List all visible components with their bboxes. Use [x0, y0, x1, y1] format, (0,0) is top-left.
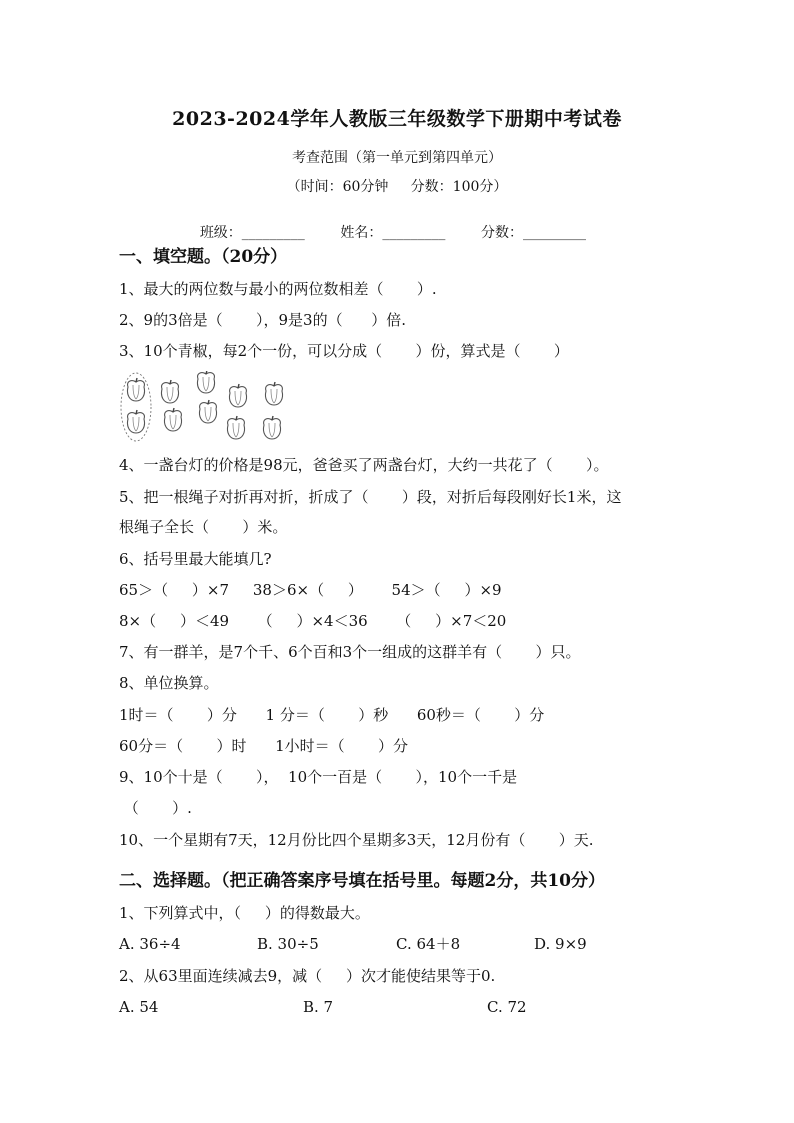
- question-line: 2、从63里面连续减去9，减（ ）次才能使结果等于0.: [119, 967, 496, 985]
- question-line: 2、9的3倍是（ ），9是3的（ ）倍.: [119, 311, 406, 329]
- question-line: 4、一盏台灯的价格是98元，爸爸买了两盏台灯，大约一共花了（ ）。: [119, 456, 609, 474]
- class-field[interactable]: 班级：_________: [199, 225, 305, 241]
- exam-title: 2023-2024学年人教版三年级数学下册期中考试卷: [172, 108, 622, 130]
- green-pepper-icon: [265, 382, 282, 405]
- green-pepper-icon: [161, 380, 178, 403]
- pepper-figure: [118, 371, 293, 443]
- green-pepper-icon: [229, 384, 246, 407]
- green-pepper-icon: [127, 378, 144, 401]
- green-pepper-icon: [263, 416, 280, 439]
- exam-scope: 考查范围（第一单元到第四单元）: [292, 150, 502, 166]
- question-line: 9、10个十是（ ）， 10个一百是（ ），10个一千是: [119, 768, 518, 786]
- question-line: 6、括号里最大能填几?: [119, 550, 272, 568]
- question-line: 1时＝（ ）分 1 分＝（ ）秒 60秒＝（ ）分: [119, 706, 545, 724]
- question-line: 8、单位换算。: [119, 674, 219, 692]
- question-line: （ ）.: [119, 799, 192, 817]
- question-line: 3、10个青椒，每2个一份，可以分成（ ）份，算式是（ ）: [119, 342, 569, 360]
- option-a[interactable]: A. 54: [119, 998, 159, 1016]
- option-b[interactable]: B. 7: [303, 998, 334, 1016]
- green-pepper-icon: [164, 408, 181, 431]
- name-field[interactable]: 姓名：_________: [340, 225, 446, 241]
- question-line: 根绳子全长（ ）米。: [119, 518, 288, 536]
- option-b[interactable]: B. 30÷5: [257, 935, 319, 953]
- option-d[interactable]: D. 9×9: [534, 935, 587, 953]
- green-pepper-icon: [199, 400, 216, 423]
- score-field[interactable]: 分数：_________: [481, 225, 587, 241]
- green-pepper-icon: [227, 416, 244, 439]
- question-line: 1、最大的两位数与最小的两位数相差（ ）.: [119, 280, 437, 298]
- option-c[interactable]: C. 64＋8: [396, 935, 461, 953]
- question-line: 1、下列算式中，（ ）的得数最大。: [119, 904, 370, 922]
- section-1-title: 一、填空题。（20分）: [119, 247, 288, 267]
- question-line: 60分＝（ ）时 1小时＝（ ）分: [119, 737, 408, 755]
- green-pepper-icon: [127, 410, 144, 433]
- option-a[interactable]: A. 36÷4: [119, 935, 181, 953]
- question-line: 5、把一根绳子对折再对折，折成了（ ）段，对折后每段刚好长1米，这: [119, 488, 622, 506]
- question-line: 7、有一群羊，是7个千、6个百和3个一组成的这群羊有（ ）只。: [119, 643, 581, 661]
- green-pepper-icon: [197, 371, 214, 393]
- question-line: 65＞（ ）×7 38＞6×（ ） 54＞（ ）×9: [119, 581, 502, 599]
- option-c[interactable]: C. 72: [487, 998, 527, 1016]
- question-line: 8×（ ）＜49 （ ）×4＜36 （ ）×7＜20: [119, 612, 507, 630]
- question-line: 10、一个星期有7天，12月份比四个星期多3天，12月份有（ ）天.: [119, 831, 594, 849]
- exam-time-score: （时间：60分钟 分数：100分）: [286, 179, 508, 195]
- section-2-title: 二、选择题。（把正确答案序号填在括号里。每题2分，共10分）: [119, 871, 605, 891]
